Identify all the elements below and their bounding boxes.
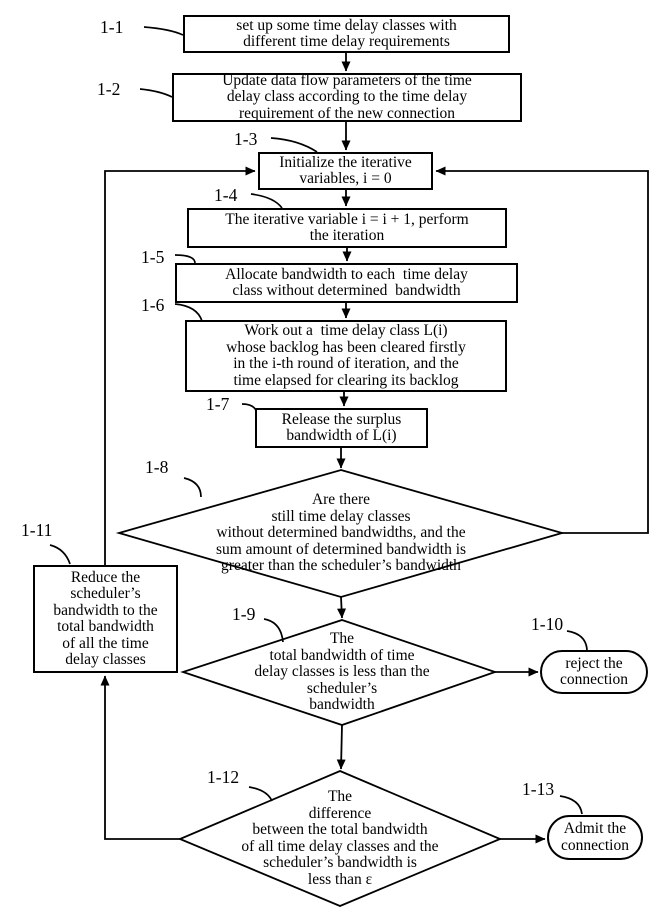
ref-label-1-8: 1-8 xyxy=(145,457,169,477)
decision-text-1-8: Are there still time delay classes without determined bandwidths, and the sum amount of determined bandwidth is greater than the scheduler’s bandwidth xyxy=(215,491,467,574)
process-box-1-5 xyxy=(175,263,518,303)
leader-line-1-6 xyxy=(175,304,202,321)
process-box-1-1-text: set up some time delay classes with different time delay requirements xyxy=(236,16,457,50)
process-box-1-11-text: Reduce the scheduler’s bandwidth to the total bandwidth of all the time delay classes xyxy=(53,568,158,668)
terminal-node-1-10 xyxy=(540,650,648,694)
process-box-1-11 xyxy=(33,565,178,673)
ref-label-1-6: 1-6 xyxy=(141,295,165,315)
leader-line-1-2 xyxy=(140,89,172,97)
process-box-1-1 xyxy=(183,15,510,53)
process-box-1-3 xyxy=(258,152,433,190)
process-box-1-5-text: Allocate bandwidth to each time delay class without determined bandwidth xyxy=(225,265,468,299)
process-box-1-4-text: The iterative variable i = i + 1, perform the iteration xyxy=(225,210,469,244)
arrow-1-12-to-1-11 xyxy=(105,676,180,839)
process-box-1-7 xyxy=(255,408,428,448)
leader-line-1-1 xyxy=(144,27,183,35)
leader-line-1-13 xyxy=(560,796,582,814)
ref-label-1-4: 1-4 xyxy=(214,185,238,205)
terminal-node-1-13-text: Admit the connection xyxy=(560,820,629,854)
leader-line-1-11 xyxy=(50,545,70,564)
leader-line-1-3 xyxy=(271,138,317,152)
ref-label-1-11: 1-11 xyxy=(21,520,53,540)
process-box-1-6 xyxy=(185,320,507,392)
arrow-1-8-to-1-9 xyxy=(341,597,342,618)
process-box-1-4 xyxy=(187,208,507,248)
terminal-node-1-10-text: reject the connection xyxy=(559,654,628,688)
arrow-1-9-to-1-12 xyxy=(341,725,342,769)
leader-line-1-4 xyxy=(251,194,282,208)
ref-label-1-9: 1-9 xyxy=(232,604,256,624)
ref-label-1-1: 1-1 xyxy=(100,17,124,37)
ref-label-1-13: 1-13 xyxy=(522,779,555,799)
process-box-1-2 xyxy=(172,73,522,122)
ref-label-1-3: 1-3 xyxy=(234,129,258,149)
process-box-1-3-text: Initialize the iterative variables, i = 0 xyxy=(279,153,412,187)
ref-label-1-7: 1-7 xyxy=(206,394,230,414)
ref-label-1-10: 1-10 xyxy=(531,614,564,634)
process-box-1-6-text: Work out a time delay class L(i) whose backlog has been cleared firstly in the i-th round of iteration, and the time elapsed for clearing its backlog xyxy=(226,322,466,389)
process-box-1-2-text: Update data flow parameters of the time delay class according to the time delay requirement of the new connection xyxy=(222,71,472,122)
ref-label-1-5: 1-5 xyxy=(141,247,165,267)
terminal-node-1-13 xyxy=(547,815,643,860)
ref-label-1-12: 1-12 xyxy=(207,767,240,787)
leader-line-1-10 xyxy=(567,631,587,650)
ref-label-1-2: 1-2 xyxy=(97,79,121,99)
decision-text-1-9: The total bandwidth of time delay classes is less than the scheduler’s bandwidth xyxy=(254,630,430,713)
decision-text-1-12: The difference between the total bandwidth of all time delay classes and the scheduler’s bandwidth is less than ε xyxy=(241,788,439,888)
process-box-1-7-text: Release the surplus bandwidth of L(i) xyxy=(281,410,402,444)
